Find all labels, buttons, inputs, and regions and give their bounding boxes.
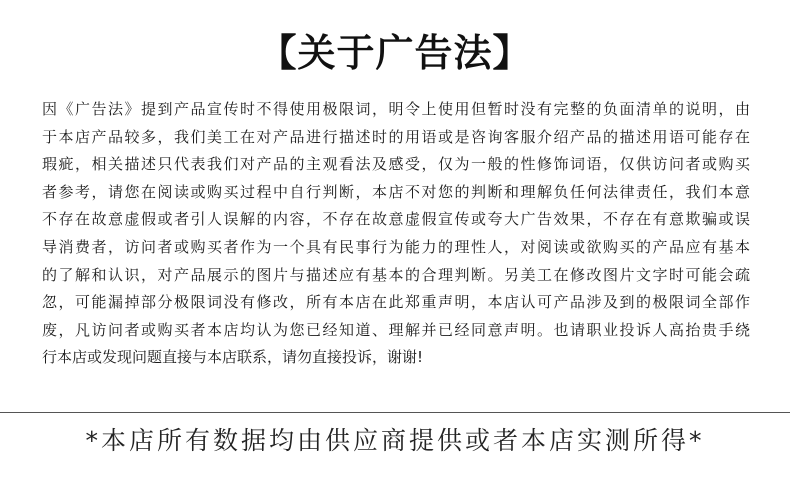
disclaimer-paragraph bbox=[42, 96, 750, 372]
paragraph-line: 废，凡访问者或购买者本店均认为您已经知道、理解并已经同意声明。也请职业投诉人高抬贵手绕 bbox=[42, 320, 750, 339]
section-divider bbox=[0, 412, 790, 413]
footer-note: *本店所有数据均由供应商提供或者本店实测所得* bbox=[85, 426, 705, 455]
page-title: 【关于广告法】 bbox=[258, 31, 532, 75]
paragraph-line: 不存在故意虚假或者引人误解的内容，不存在故意虚假宣传或夸大广告效果，不存在有意欺骗或误 bbox=[42, 210, 750, 229]
paragraph-line: 行本店或发现问题直接与本店联系，请勿直接投诉，谢谢! bbox=[42, 348, 424, 367]
paragraph-line: 的了解和认识，对产品展示的图片与描述应有基本的合理判断。另美工在修改图片文字时可能会疏 bbox=[42, 265, 750, 284]
paragraph-line: 于本店产品较多，我们美工在对产品进行描述时的用语或是咨询客服介绍产品的描述用语可能存在 bbox=[42, 127, 750, 146]
paragraph-line: 导消费者，访问者或购买者作为一个具有民事行为能力的理性人，对阅读或欲购买的产品应有基本 bbox=[42, 237, 750, 256]
paragraph-line: 瑕疵，相关描述只代表我们对产品的主观看法及感受，仅为一般的性修饰词语，仅供访问者或购买 bbox=[42, 155, 750, 174]
paragraph-line: 忽，可能漏掉部分极限词没有修改，所有本店在此郑重声明，本店认可产品涉及到的极限词全部作 bbox=[42, 293, 750, 312]
paragraph-line: 因《广告法》提到产品宣传时不得使用极限词，明令上使用但暂时没有完整的负面清单的说明，由 bbox=[42, 100, 750, 118]
paragraph-line: 者参考，请您在阅读或购买过程中自行判断，本店不对您的判断和理解负任何法律责任，我们本意 bbox=[42, 182, 750, 201]
